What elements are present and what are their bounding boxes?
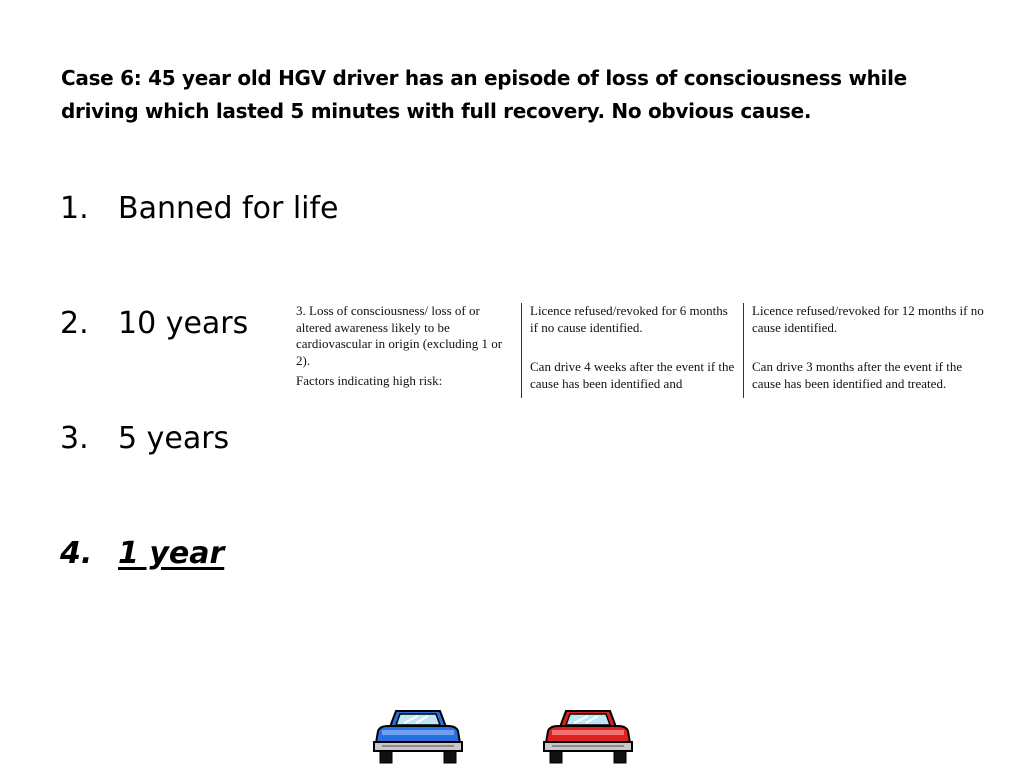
option-2-text: 10 years bbox=[118, 306, 249, 341]
excerpt-group2-refused-text: Licence refused/revoked for 12 months if no cause identified. bbox=[752, 303, 984, 335]
column-divider bbox=[743, 303, 744, 398]
option-4-correct-answer[interactable] bbox=[60, 536, 224, 572]
red-car-icon bbox=[542, 705, 634, 765]
excerpt-risk-factors-text: Factors indicating high risk: bbox=[296, 373, 443, 388]
excerpt-group2-drive-text: Can drive 3 months after the event if the cause has been identified and treated. bbox=[752, 359, 963, 391]
excerpt-group1-refused-text: Licence refused/revoked for 6 months if no cause identified. bbox=[530, 303, 728, 335]
option-4-text: 1 year bbox=[118, 536, 225, 571]
option-1-text: Banned for life bbox=[118, 191, 339, 226]
option-2-number: 2. bbox=[60, 306, 89, 341]
option-2[interactable] bbox=[60, 306, 248, 342]
excerpt-group1-drive-text: Can drive 4 weeks after the event if the cause has been identified and bbox=[530, 359, 735, 391]
option-1-number: 1. bbox=[60, 191, 89, 226]
guidance-table-excerpt bbox=[296, 303, 986, 399]
excerpt-group1-column bbox=[530, 303, 738, 392]
excerpt-condition-text: 3. Loss of consciousness/ loss of or altered awareness likely to be cardiovascular in origin (excluding 1 or 2). bbox=[296, 303, 503, 368]
option-3-number: 3. bbox=[60, 421, 89, 456]
excerpt-group2-column bbox=[752, 303, 984, 392]
option-1[interactable] bbox=[60, 191, 339, 227]
option-3[interactable] bbox=[60, 421, 229, 457]
blue-car-icon bbox=[372, 705, 464, 765]
excerpt-condition-column bbox=[296, 303, 510, 390]
option-4-number: 4. bbox=[60, 536, 93, 571]
option-3-text: 5 years bbox=[118, 421, 230, 456]
column-divider bbox=[521, 303, 522, 398]
case-title: Case 6: 45 year old HGV driver has an episode of loss of consciousness while driving which lasted 5 minutes with full recovery. No obvious cause. bbox=[61, 66, 907, 123]
